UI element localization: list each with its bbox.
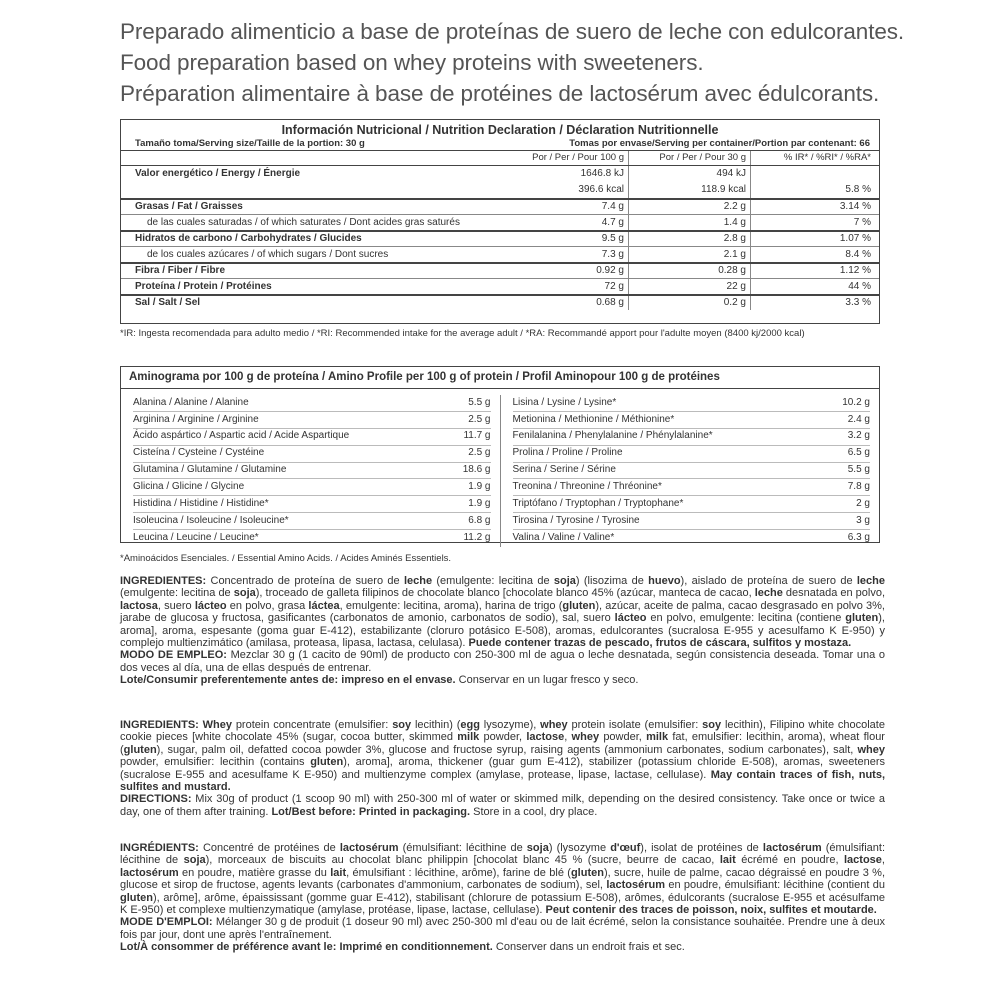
fibre-100: 0.92 g — [501, 264, 629, 278]
amino-value: 2.5 g — [468, 413, 491, 425]
row-salt — [121, 294, 879, 310]
saturates-ri: 7 % — [853, 216, 871, 228]
amino-row — [133, 412, 491, 429]
salt-30: 0.2 g — [629, 296, 751, 310]
amino-value: 1.9 g — [468, 481, 491, 493]
nutrition-header-row — [121, 151, 879, 166]
amino-name: Treonina / Threonine / Thréonine* — [512, 481, 662, 493]
amino-name: Ácido aspártico / Aspartic acid / Acide Aspartique — [133, 430, 350, 442]
amino-name: Alanina / Alanine / Alanine — [133, 396, 249, 408]
amino-value: 5.5 g — [847, 464, 870, 476]
title-en: Food preparation based on whey proteins with sweeteners. — [120, 50, 704, 75]
col-header-30g: Por / Per / Pour 30 g — [629, 151, 751, 165]
sugars-ri: 8.4 % — [845, 248, 871, 260]
amino-row — [133, 496, 491, 513]
fat-30: 2.2 g — [629, 200, 751, 214]
amino-row — [513, 496, 871, 513]
amino-value: 10.2 g — [842, 396, 870, 408]
amino-row — [513, 513, 871, 530]
fibre-30: 0.28 g — [629, 264, 751, 278]
row-saturates — [121, 214, 879, 230]
product-titles — [120, 16, 920, 109]
energy-ri: 5.8 % — [845, 184, 871, 195]
energy-kj-100: 1646.8 kJ — [501, 166, 629, 182]
salt-ri: 3.3 % — [845, 297, 871, 308]
amino-row — [513, 429, 871, 446]
amino-value: 2.4 g — [847, 413, 870, 425]
amino-name: Arginina / Arginine / Arginine — [133, 413, 259, 425]
amino-row — [513, 395, 871, 412]
amino-name: Tirosina / Tyrosine / Tyrosine — [512, 514, 640, 526]
ingredients-fr — [120, 842, 885, 954]
ingredients-en — [120, 719, 885, 818]
serving-size: Tamaño toma/Serving size/Taille de la portion: 30 g — [135, 138, 365, 149]
amino-row — [133, 513, 491, 530]
amino-title: Aminograma por 100 g de proteína / Amino Profile per 100 g of protein / Profil Aminopour 100 g de protéines — [121, 369, 879, 389]
protein-label: Proteína / Protein / Protéines — [135, 280, 272, 292]
directions-fr-text: MODE D'EMPLOI: Mélanger 30 g de produit (1 doseur 90 ml) avec 250-300 ml d'eau ou de lait écrémé, selon la consistance souhaitée. Prendre une à deux fois par jour, dont une après l'entraînement. — [120, 916, 886, 941]
amino-value: 11.2 g — [463, 532, 491, 544]
amino-row — [513, 530, 871, 547]
row-carbs — [121, 230, 879, 246]
amino-name: Glicina / Glicine / Glycine — [133, 481, 245, 493]
amino-row — [513, 463, 871, 480]
energy-kcal-100: 396.6 kcal — [501, 182, 629, 198]
protein-ri: 44 % — [848, 280, 871, 292]
amino-name: Serina / Serine / Sérine — [512, 464, 616, 476]
ingredients-en-text: INGREDIENTS: Whey protein concentrate (emulsifier: soy lecithin) (egg lysozyme), whey protein isolate (emulsifier: soy lecithin), Filipino white chocolate cookie pieces [white chocolate 45% (sugar, cocoa butter, skimmed milk powder, lactose, whey powder, milk fat, emulsifier: lecithin, aroma), wheat flour (gluten), sugar, palm oil, defatted cocoa powder 3%, glucose and fructose syrup, raising agents (ammonium carbonates, sodium carbonates), salt, whey powder, emulsifier: lecithin (contains gluten), aroma], aroma, thickener (guar gum E-412), stabilizer (potassium chloride E-508), aromas, sweeteners (sucralose E-955 and acesulfame K E-950) and multienzyme complex (amylase, protease, lipase, lactase, cellulase). May contain traces of fish, nuts, sulfites and mustard. — [120, 719, 885, 794]
amino-footnote: *Aminoácidos Esenciales. / Essential Amino Acids. / Acides Aminés Essentiels. — [120, 553, 452, 564]
amino-value: 3 g — [856, 514, 870, 526]
fat-ri: 3.14 % — [839, 201, 871, 212]
carbs-ri: 1.07 % — [839, 233, 871, 244]
amino-value: 1.9 g — [468, 498, 491, 510]
amino-value: 2 g — [856, 498, 870, 510]
lot-fr-text: Lot/À consommer de préférence avant le: Imprimé en conditionnement. Conserver dans un endroit frais et sec. — [120, 941, 685, 954]
amino-name: Valina / Valine / Valine* — [512, 532, 615, 544]
ingredients-es — [120, 575, 885, 687]
amino-row — [513, 446, 871, 463]
amino-value: 6.8 g — [468, 514, 491, 526]
amino-value: 6.3 g — [847, 532, 870, 544]
row-fibre — [121, 262, 879, 278]
title-es: Preparado alimenticio a base de proteínas de suero de leche con edulcorantes. — [120, 19, 905, 44]
salt-100: 0.68 g — [501, 296, 629, 310]
amino-value: 3.2 g — [847, 430, 870, 442]
carbs-100: 9.5 g — [501, 232, 629, 246]
sugars-30: 2.1 g — [629, 247, 751, 262]
carbs-30: 2.8 g — [629, 232, 751, 246]
amino-row — [133, 395, 491, 412]
amino-name: Isoleucina / Isoleucine / Isoleucine* — [133, 514, 289, 526]
row-sugars — [121, 246, 879, 262]
directions-en-text: DIRECTIONS: Mix 30g of product (1 scoop 90 ml) with 250-300 ml of water or skimmed milk, depending on the desired consistency. Take once or twice a day, one of them after training. Lot/Best before: Printed in packaging. Store in a cool, dry place. — [120, 793, 885, 818]
servings-per-container: Tomas por envase/Serving per container/Portion par contenant: 66 — [569, 138, 870, 149]
sugars-label: de los cuales azúcares / of which sugars / Dont sucres — [147, 248, 389, 260]
amino-right-column — [500, 395, 880, 547]
fibre-label: Fibra / Fiber / Fibre — [135, 265, 226, 276]
amino-value: 5.5 g — [468, 396, 491, 408]
lot-es-text: Lote/Consumir preferentemente antes de: impreso en el envase. Conservar en un lugar fresco y seco. — [120, 674, 639, 687]
energy-kj-30: 494 kJ — [629, 166, 751, 182]
amino-row — [133, 429, 491, 446]
sugars-100: 7.3 g — [501, 247, 629, 262]
amino-value: 6.5 g — [847, 447, 870, 459]
amino-value: 2.5 g — [468, 447, 491, 459]
saturates-100: 4.7 g — [501, 215, 629, 230]
amino-name: Metionina / Methionine / Méthionine* — [512, 413, 675, 425]
col-header-100g: Por / Per / Pour 100 g — [501, 151, 629, 165]
col-header-ri: % IR* / %RI* / %RA* — [783, 152, 871, 163]
fibre-ri: 1.12 % — [839, 265, 871, 276]
amino-value: 7.8 g — [847, 481, 870, 493]
amino-table — [120, 366, 880, 543]
nutrition-table — [120, 119, 880, 324]
amino-name: Triptófano / Tryptophan / Tryptophane* — [512, 498, 684, 510]
ingredients-fr-text: INGRÉDIENTS: Concentré de protéines de lactosérum (émulsifiant: lécithine de soja) (lysozyme d'œuf), isolat de protéines de lactosérum (émulsifiant: lécithine de soja), morceaux de biscuits au chocolat blanc philippin [chocolat blanc 45 % (sucre, beurre de cacao, lait écrémé en poudre, lactose, lactosérum en poudre, matière grasse du lait, émulsifiant : lécithine, arôme), farine de blé (gluten), sucre, huile de palme, cacao dégraissé en poudre 3 %, glucose et sirop de fructose, agents levants (carbonates d'ammonium, carbonates de sodium), sel, lactosérum en poudre, émulsifiant: lécithine (contient du gluten), arôme], arôme, épaississant (gomme guar E-412), stabilisant (chlorure de potassium E-508), arômes, édulcorants (sucralose E-955 et acésulfame K E-950) et complexe multienzymatique (amylase, protéase, lipase, lactase, cellulase). Peut contenir des traces de poisson, noix, sulfites et moutarde. — [120, 842, 886, 917]
amino-row — [133, 463, 491, 480]
amino-name: Lisina / Lysine / Lysine* — [512, 396, 617, 408]
amino-left-column — [121, 395, 500, 547]
serving-info — [121, 138, 879, 151]
amino-row — [513, 412, 871, 429]
amino-value: 18.6 g — [462, 464, 491, 476]
directions-es-text: MODO DE EMPLEO: Mezclar 30 g (1 cacito de 90ml) de producto con 250-300 ml de agua o leche desnatada, según consistencia deseada. Tomar una o dos veces al día, una de ellas después de entrenar. — [120, 649, 885, 674]
protein-100: 72 g — [501, 279, 629, 294]
title-fr: Préparation alimentaire à base de protéines de lactosérum avec édulcorants. — [120, 81, 880, 106]
saturates-30: 1.4 g — [629, 215, 751, 230]
amino-row — [133, 446, 491, 463]
row-energy-kcal — [121, 182, 879, 198]
salt-label: Sal / Salt / Sel — [135, 297, 201, 308]
amino-name: Cisteína / Cysteine / Cystéine — [133, 447, 265, 459]
fat-100: 7.4 g — [501, 200, 629, 214]
amino-row — [513, 479, 871, 496]
energy-label: Valor energético / Energy / Énergie — [135, 168, 301, 179]
saturates-label: de las cuales saturadas / of which saturates / Dont acides gras saturés — [147, 216, 460, 228]
carbs-label: Hidratos de carbono / Carbohydrates / Glucides — [135, 233, 362, 244]
amino-value: 11.7 g — [463, 430, 491, 442]
amino-name: Fenilalanina / Phenylalanine / Phénylalanine* — [512, 430, 713, 442]
amino-row — [133, 479, 491, 496]
amino-name: Leucina / Leucine / Leucine* — [133, 532, 259, 544]
row-energy-kj — [121, 166, 879, 182]
row-protein — [121, 278, 879, 294]
energy-kcal-30: 118.9 kcal — [629, 182, 751, 198]
ingredients-es-text: INGREDIENTES: Concentrado de proteína de suero de leche (emulgente: lecitina de soja) (lisozima de huevo), aislado de proteína de suero de leche (emulgente: lecitina de soja), troceado de galleta filipinos de chocolate blanco [chocolate blanco 45% (azúcar, manteca de cacao, leche desnatada en polvo, lactosa, suero lácteo en polvo, grasa láctea, emulgente: lecitina, aroma), harina de trigo (gluten), azúcar, aceite de palma, cacao desgrasado en polvo 3%, jarabe de glucosa y fructosa, gasificantes (carbonatos de amonio, carbonatos de sodio), sal, suero lácteo en polvo, emulgente: lecitina (contiene gluten), aroma], aroma, espesante (goma guar E-412), estabilizante (cloruro potásico E-508), aromas, edulcorantes (sucralosa E-955 y acesulfamo K E-950) y complejo multienzimático (amilasa, proteasa, lipasa, lactasa, celulasa). Puede contener trazas de pescado, frutos de cáscara, sulfitos y mostaza. — [120, 575, 886, 650]
amino-name: Glutamina / Glutamine / Glutamine — [133, 464, 287, 476]
fat-label: Grasas / Fat / Graisses — [135, 201, 243, 212]
protein-30: 22 g — [629, 279, 751, 294]
nutrition-footnote: *IR: Ingesta recomendada para adulto medio / *RI: Recommended intake for the average adult / *RA: Recommandé apport pour l'adulte moyen (8400 kj/2000 kcal) — [120, 328, 805, 339]
nutrition-title: Información Nutricional / Nutrition Declaration / Déclaration Nutritionnelle — [281, 123, 719, 137]
amino-name: Prolina / Proline / Proline — [512, 447, 623, 459]
row-fat — [121, 198, 879, 214]
amino-name: Histidina / Histidine / Histidine* — [133, 498, 269, 510]
amino-row — [133, 530, 491, 547]
